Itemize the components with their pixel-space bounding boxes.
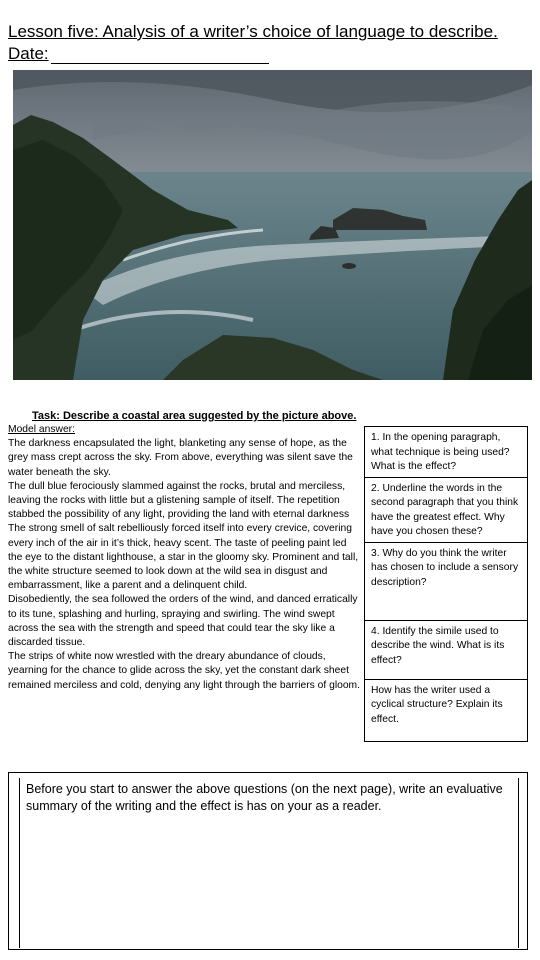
question-cell-4: 4. Identify the simile used to describe the wind. What is its effect?: [365, 620, 528, 679]
answer-paragraph-3: The strong smell of salt rebelliously forced itself into every crevice, covering every inch of the air in it’s thick, heavy scent. The taste of peeling paint led the eye to the distant lighthouse, a star in the gloomy sky. Prominent and tall, the white structure seemed to look down at the wild sea in disgust and embarrassment, like a parent and a delinquent child.: [8, 523, 359, 592]
model-answer-label: Model answer:: [8, 424, 75, 435]
question-cell-1: 1. In the opening paragraph, what technique is being used? What is the effect?: [365, 427, 528, 478]
answer-paragraph-2: The dull blue ferociously slammed against the rocks, brutal and merciless, leaving the rocks with little but a glistening sample of itself. The repetition stabbed the possibility of any light, providing the land with eternal darkness: [8, 480, 350, 521]
summary-prompt: Before you start to answer the above questions (on the next page), write an evaluative summary of the writing and the effect is has on your as a reader.: [26, 782, 503, 813]
summary-box[interactable]: [8, 772, 528, 950]
question-cell-5: How has the writer used a cyclical structure? Explain its effect.: [365, 679, 528, 741]
date-blank-line[interactable]: [51, 47, 269, 64]
coastal-photo: [13, 70, 532, 380]
questions-table: [364, 426, 528, 742]
date-row: [8, 44, 269, 64]
answer-paragraph-4: Disobediently, the sea followed the orders of the wind, and danced erratically to its tune, splashing and hurling, spraying and swirling. The wind swept across the sea with the strength and speed that could tear the sky like a discarded tissue.: [8, 594, 358, 649]
task-heading: Task: Describe a coastal area suggested by the picture above.: [32, 410, 357, 422]
answer-paragraph-5: The strips of white now wrestled with the dreary abundance of clouds, yearning for the chance to glide across the sky, yet the constant dark sheet remained merciless and cold, denying any light through the barriers of gloom.: [8, 651, 360, 691]
answer-paragraph-1: The darkness encapsulated the light, blanketing any sense of hope, as the grey mass crept across the sky. From above, everything was silent save the water beneath the sky.: [8, 438, 353, 478]
summary-writing-area[interactable]: [19, 778, 519, 948]
date-label: Date:: [8, 44, 49, 63]
question-cell-2: 2. Underline the words in the second paragraph that you think have the greatest effect. Why have you chosen these?: [365, 477, 528, 542]
question-cell-3: 3. Why do you think the writer has chosen to include a sensory description?: [365, 542, 528, 620]
model-answer: [8, 423, 360, 693]
coastal-scene-image: [13, 70, 532, 380]
page-title: Lesson five: Analysis of a writer’s choice of language to describe.: [8, 22, 498, 41]
